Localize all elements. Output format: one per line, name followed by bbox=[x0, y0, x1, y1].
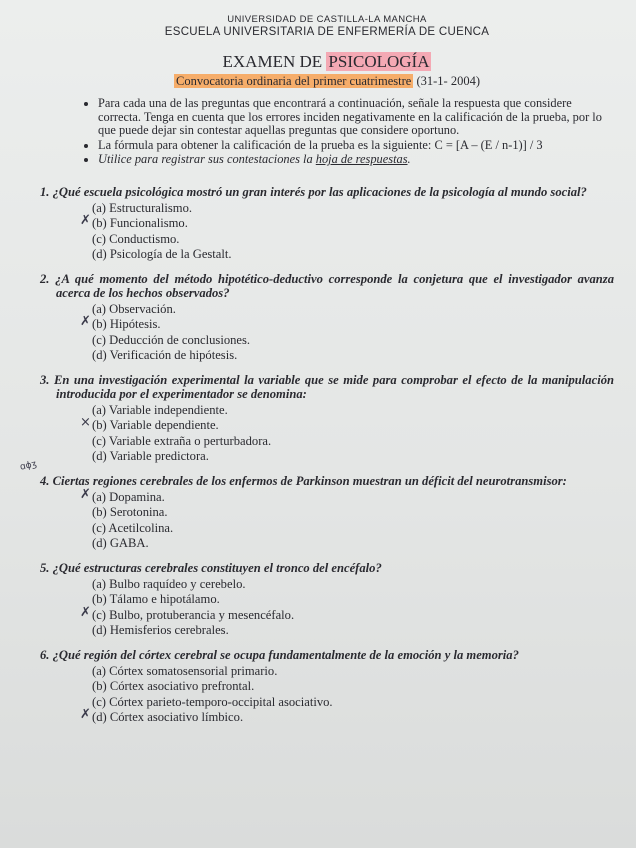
option-b: (b) Córtex asociativo prefrontal. bbox=[92, 679, 255, 693]
question-1 bbox=[40, 185, 614, 263]
handwritten-x-mark-icon: ✗ bbox=[80, 486, 91, 502]
option-c bbox=[80, 604, 614, 624]
university-name: UNIVERSIDAD DE CASTILLA-LA MANCHA bbox=[227, 14, 427, 25]
question-text: 2. ¿A qué momento del método hipotético-deductivo corresponde la conjetura que el investigador avanza acerca de los hechos observados? bbox=[40, 271, 614, 300]
convocatoria-date: (31-1- 2004) bbox=[413, 74, 480, 88]
options-list bbox=[40, 664, 614, 726]
option-c: (c) Córtex parieto-temporo-occipital asociativo. bbox=[92, 694, 333, 709]
exam-title bbox=[40, 52, 614, 72]
answer-sheet-link: hoja de respuestas bbox=[315, 152, 408, 166]
option-b bbox=[80, 213, 614, 232]
options-list bbox=[40, 403, 614, 465]
option-a: (a) Estructuralismo. bbox=[92, 200, 193, 215]
options-list bbox=[40, 486, 614, 552]
option-c: (c) Acetilcolina. bbox=[92, 520, 174, 535]
question-6 bbox=[40, 648, 614, 726]
options-list bbox=[40, 577, 614, 639]
option-d bbox=[80, 707, 614, 726]
handwritten-scribble-icon: ɑɸʒ bbox=[19, 459, 38, 473]
option-c: (c) Variable extraña o perturbadora. bbox=[92, 433, 272, 448]
question-text: 3. En una investigación experimental la variable que se mide para comprobar el efecto de la manipulación introducida por el experimentador se denomina: bbox=[40, 372, 614, 401]
option-d: (d) Verificación de hipótesis. bbox=[92, 348, 238, 362]
option-b bbox=[80, 314, 614, 333]
question-4 bbox=[40, 474, 614, 552]
instruction-3-c: . bbox=[407, 152, 411, 166]
instruction-2: • La fórmula para obtener la calificación de la prueba es la siguiente: C = [A – (E / n-1)] / 3 bbox=[98, 139, 614, 153]
handwritten-x-mark-icon: ✗ bbox=[80, 213, 91, 228]
options-list bbox=[40, 302, 614, 364]
instruction-3-a: Utilice para registrar sus contestaciones la bbox=[98, 152, 316, 166]
option-a: (a) Observación. bbox=[92, 301, 176, 316]
question-3 bbox=[40, 373, 614, 465]
question-text: 5. ¿Qué estructuras cerebrales constituyen el tronco del encéfalo? bbox=[40, 560, 382, 575]
convocatoria bbox=[40, 74, 614, 89]
handwritten-x-mark-icon: ✗ bbox=[80, 314, 91, 329]
option-d: (d) GABA. bbox=[92, 536, 149, 550]
question-text: 4. Ciertas regiones cerebrales de los enfermos de Parkinson muestran un déficit del neurotransmisor: bbox=[40, 473, 567, 488]
exam-title-subject: PSICOLOGÍA bbox=[328, 52, 430, 71]
options-list bbox=[40, 201, 614, 263]
option-d-text: (d) Córtex asociativo límbico. bbox=[92, 710, 244, 724]
option-d: (d) Psicología de la Gestalt. bbox=[92, 247, 232, 261]
instruction-3 bbox=[98, 153, 614, 167]
option-a: (a) Córtex somatosensorial primario. bbox=[92, 663, 278, 678]
handwritten-x-mark-icon: ✗ bbox=[80, 707, 91, 722]
option-c: (c) Deducción de conclusiones. bbox=[92, 332, 251, 347]
option-c-text: (c) Bulbo, protuberancia y mesencéfalo. bbox=[92, 607, 295, 622]
option-a bbox=[80, 486, 614, 506]
option-d: (d) Hemisferios cerebrales. bbox=[92, 623, 229, 637]
option-b bbox=[80, 415, 614, 434]
handwritten-x-mark-icon: × bbox=[80, 415, 91, 430]
option-a-text: (a) Dopamina. bbox=[92, 489, 165, 504]
option-b: (b) Serotonina. bbox=[92, 505, 168, 519]
option-a: (a) Bulbo raquídeo y cerebelo. bbox=[92, 576, 246, 591]
option-b-text: (b) Hipótesis. bbox=[92, 317, 161, 331]
handwritten-x-mark-icon: ✗ bbox=[80, 604, 91, 620]
school-name: ESCUELA UNIVERSITARIA DE ENFERMERÍA DE CUENCA bbox=[164, 26, 490, 38]
question-text: 1. ¿Qué escuela psicológica mostró un gran interés por las aplicaciones de la psicología al mundo social? bbox=[40, 184, 587, 199]
option-b-text: (b) Funcionalismo. bbox=[92, 216, 188, 230]
convocatoria-label: Convocatoria ordinaria del primer cuatrimestre bbox=[176, 74, 412, 88]
exam-title-prefix: EXAMEN DE bbox=[222, 52, 327, 71]
question-text: 6. ¿Qué región del córtex cerebral se ocupa fundamentalmente de la emoción y la memoria? bbox=[40, 647, 519, 662]
option-a: (a) Variable independiente. bbox=[92, 402, 228, 417]
instructions-list bbox=[40, 97, 614, 167]
option-d: (d) Variable predictora. bbox=[92, 449, 209, 463]
question-5 bbox=[40, 561, 614, 639]
question-2 bbox=[40, 272, 614, 364]
option-c: (c) Conductismo. bbox=[92, 231, 180, 246]
option-b: (b) Tálamo e hipotálamo. bbox=[92, 592, 220, 606]
option-b-text: (b) Variable dependiente. bbox=[92, 418, 219, 432]
instruction-1: • Para cada una de las preguntas que encontrará a continuación, señale la respuesta que considere correcta. Tenga en cuenta que los errores inciden negativamente en la calificación de la prueba, por lo que puede dejar sin contestar aquellas preguntas que considere oportuno. bbox=[98, 97, 614, 138]
